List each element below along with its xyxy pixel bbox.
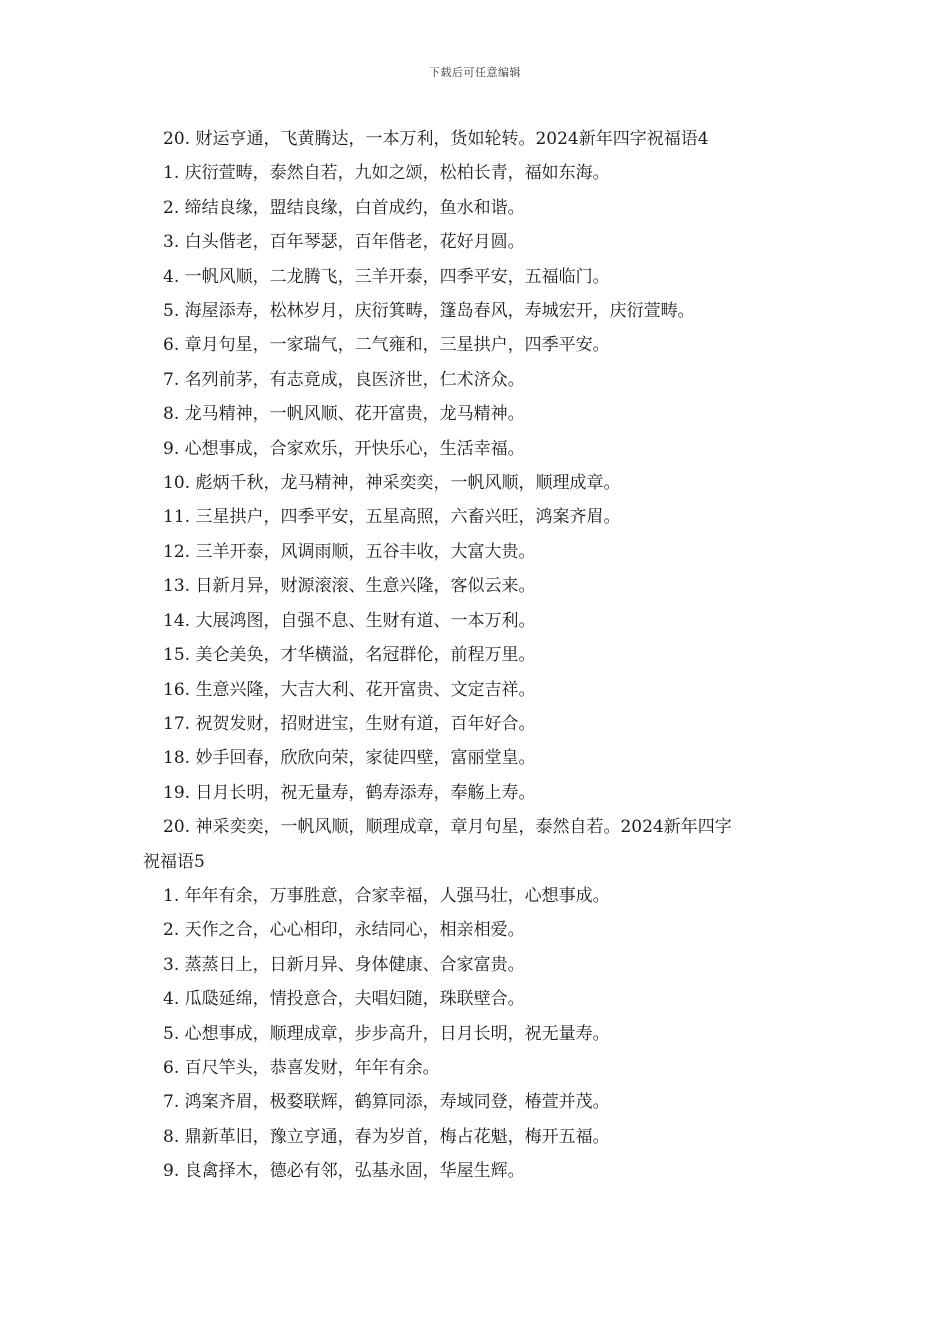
list-item: 7. 名列前茅，有志竟成，良医济世，仁术济众。 [163, 369, 525, 390]
section-heading-continuation: 祝福语5 [143, 851, 205, 872]
list-item: 17. 祝贺发财，招财进宝，生财有道，百年好合。 [163, 713, 536, 734]
list-item: 12. 三羊开泰，风调雨顺，五谷丰收，大富大贵。 [163, 541, 536, 562]
list-item: 1. 庆衍萱畴，泰然自若，九如之颂，松柏长青，福如东海。 [163, 163, 610, 184]
list-item: 5. 海屋添寿，松林岁月，庆衍箕畴，篷岛春风，寿城宏开，庆衍萱畴。 [163, 301, 695, 322]
document-body [143, 122, 823, 1189]
list-item: 20. 神采奕奕，一帆风顺，顺理成章，章月句星，泰然自若。2024新年四字 [163, 817, 732, 838]
list-item: 13. 日新月异，财源滚滚、生意兴隆，客似云来。 [163, 576, 536, 597]
list-item: 9. 良禽择木，德必有邻，弘基永固，华屋生辉。 [163, 1161, 525, 1182]
list-item: 9. 心想事成，合家欢乐，开快乐心，生活幸福。 [163, 438, 525, 459]
list-item: 6. 百尺竿头，恭喜发财，年年有余。 [163, 1057, 440, 1078]
list-item: 1. 年年有余，万事胜意，合家幸福，人强马壮，心想事成。 [163, 885, 610, 906]
list-item: 3. 蒸蒸日上，日新月异、身体健康、合家富贵。 [163, 954, 525, 975]
list-item: 15. 美仑美奂，才华横溢，名冠群伦，前程万里。 [163, 645, 536, 666]
list-item: 20. 财运亨通，飞黄腾达，一本万利，货如轮转。2024新年四字祝福语4 [163, 129, 709, 149]
list-item: 4. 一帆风顺，二龙腾飞，三羊开泰，四季平安，五福临门。 [163, 266, 610, 287]
list-item: 5. 心想事成，顺理成章，步步高升，日月长明，祝无量寿。 [163, 1023, 610, 1044]
list-item: 19. 日月长明，祝无量寿，鹤寿添寿，奉觞上寿。 [163, 782, 536, 803]
list-item: 6. 章月句星，一家瑞气，二气雍和，三星拱户，四季平安。 [163, 335, 610, 356]
list-item: 4. 瓜瓞延绵，情投意合，夫唱妇随，珠联壁合。 [163, 989, 525, 1010]
list-item: 11. 三星拱户，四季平安，五星高照，六畜兴旺，鸿案齐眉。 [163, 507, 621, 528]
list-item: 8. 龙马精神，一帆风顺、花开富贵，龙马精神。 [163, 404, 525, 425]
list-item: 18. 妙手回春，欣欣向荣，家徒四壁，富丽堂皇。 [163, 748, 536, 769]
list-item: 16. 生意兴隆，大吉大利、花开富贵、文定吉祥。 [163, 679, 536, 700]
list-item: 8. 鼎新革旧，豫立亨通，春为岁首，梅占花魁，梅开五福。 [163, 1126, 610, 1147]
list-item: 2. 缔结良缘，盟结良缘，白首成约，鱼水和谐。 [163, 197, 525, 218]
list-item: 14. 大展鸿图，自强不息、生财有道、一本万利。 [163, 610, 536, 631]
list-item: 10. 彪炳千秋，龙马精神，神采奕奕，一帆风顺，顺理成章。 [163, 473, 621, 494]
list-item: 7. 鸿案齐眉，极婺联辉，鹤算同添，寿域同登，椿萱并茂。 [163, 1092, 610, 1113]
page-header: 下载后可任意编辑 [429, 66, 521, 79]
list-item: 3. 白头偕老，百年琴瑟，百年偕老，花好月圆。 [163, 232, 525, 253]
list-item: 2. 天作之合，心心相印，永结同心，相亲相爱。 [163, 920, 525, 941]
